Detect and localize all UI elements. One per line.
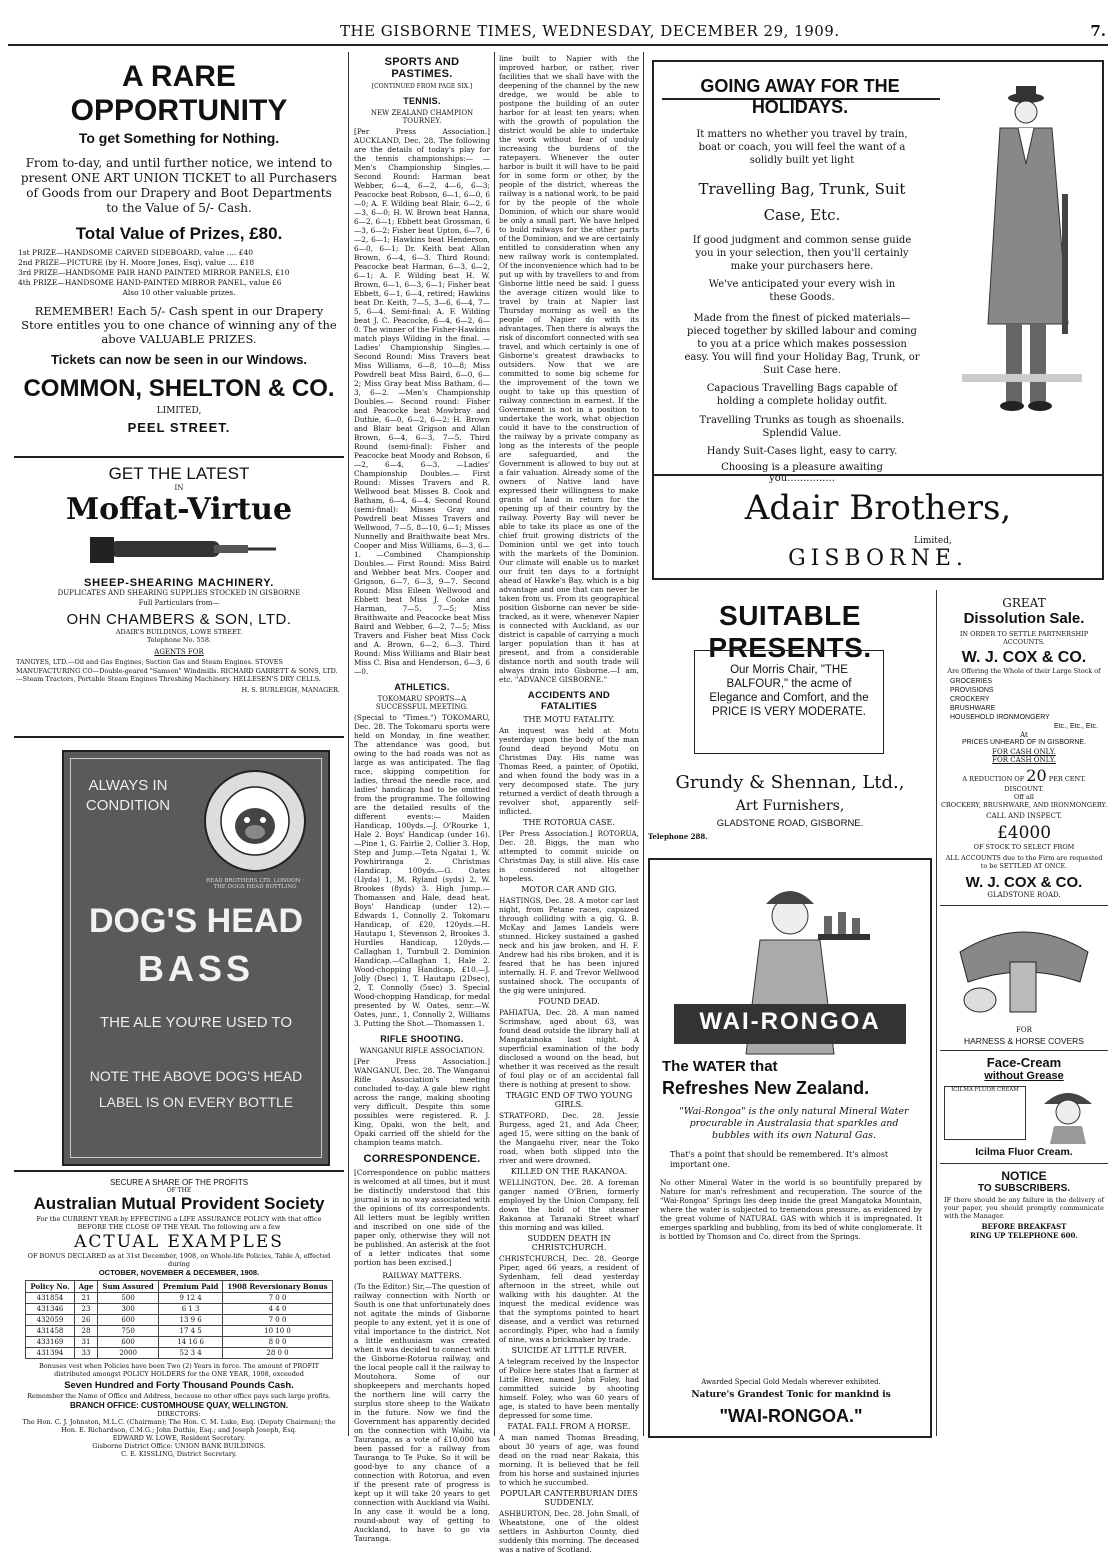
- moffat-virtue-ad: [14, 464, 344, 732]
- column-rule: [643, 52, 644, 1436]
- wai-body: No other Mineral Water in the world is so bountifully prepared by Nature for man's refreshment and recuperation. The source of the "Wai-Rongoa" Springs lies deep inside the great Mangatoka Mountain, where the water is subjected to tremendous pressure, as evidenced by the great volume of NATURAL GAS with which it is impregnated. It emerges sparkling and bubbling, from its bed of white conglomerate. It is bottled by Thomson and Co. direct from the Springs.: [660, 1178, 922, 1241]
- table-cell: 31: [74, 1337, 98, 1348]
- table-cell: 300: [98, 1304, 158, 1315]
- adair-town: GISBORNE.: [788, 546, 968, 571]
- stock-etc: Etc., Etc., Etc.: [1054, 723, 1098, 730]
- agents-list: TANGYES, LTD.—Oil and Gas Engines, Suction Gas and Steam Engines. STOVES MANUFACTURING CO—Double-geared "Samson" Windmills. RICHARD GARRETT & SONS, LTD.—Steam Tractors, Portable Steam Engines Threshing Machinery. HELLESEN'S DRY CELLS.: [16, 658, 338, 683]
- table-cell: 23: [74, 1304, 98, 1315]
- remember-text: REMEMBER! Each 5/- Cash spent in our Drapery Store entitles you to one chance of winning any of the above VALUABLE PRIZES.: [21, 304, 337, 346]
- table-header: 1908 Reversionary Bonus: [223, 1281, 332, 1293]
- morris-chair-box: [694, 650, 884, 754]
- duplicates-text: DUPLICATES AND SHEARING SUPPLIES STOCKED IN GISBORNE: [57, 589, 301, 597]
- stock-amount: £4000: [996, 823, 1052, 843]
- at-text: At: [1020, 731, 1028, 739]
- notice-body: IF there should be any failure in the delivery of your paper, you should promptly communicate with the Manager.: [944, 1196, 1104, 1220]
- table-cell: 6 1 3: [158, 1304, 223, 1315]
- offering-text: Are Offering the Whole of their Large Stock of: [947, 667, 1101, 675]
- prize-total: Total Value of Prizes, £80.: [75, 224, 283, 243]
- continued-note: [CONTINUED FROM PAGE SIX.]: [371, 83, 473, 90]
- ad-body: From to-day, and until further notice, we intend to present ONE ART UNION TICKET to all Purchasers of Goods from our Drapery and Boot Departments to the Value of 5/- Cash.: [20, 156, 338, 215]
- off-items-text: CROCKERY, BRUSHWARE, AND IRONMONGERY.: [940, 801, 1108, 809]
- table-cell: 431854: [26, 1293, 74, 1304]
- going-away-headline: GOING AWAY FOR THE HOLIDAYS.: [700, 76, 900, 117]
- discount-text: DISCOUNT.: [1004, 785, 1044, 793]
- amp-secure: SECURE A SHARE OF THE PROFITS: [109, 1178, 249, 1187]
- table-cell: 432059: [26, 1315, 74, 1326]
- grundy-shennan-ad: [648, 596, 932, 846]
- article-body: HASTINGS, Dec. 28. A motor car last night, from Petane races, capsized through colliding with a gig. G. B. McKay and James Landels were stunned. Hickey sustained a gashed neck and his jaw broken, and H. F. Andrew had his ribs broken, and it is feared that he has been injured internally. H. F. and Trevor Wellwood sustained shock. The occupants of the gig were uninjured.: [499, 896, 639, 995]
- table-cell: 13 9 6: [158, 1315, 223, 1326]
- table-header: Premium Paid: [158, 1281, 223, 1293]
- icilma-box: ICILMA FLUOR CREAM: [944, 1086, 1026, 1140]
- article-heading: FOUND DEAD.: [538, 997, 600, 1006]
- rifle-article: [Per Press Association.] WANGANUI, Dec. 28. The Wanganui Rifle Association's meeting concluded to-day. A gale blew right across the range, making shooting very difficult. Despite this some possibles were registered. R. J. King, Opaki, won the belt, and Opaki carried off the shield for the champion teams match.: [354, 1057, 490, 1147]
- dogs-head-bass-ad: [62, 750, 330, 1166]
- table-row: [26, 1293, 332, 1304]
- article-body: PAHIATUA, Dec. 28. A man named Scrimshaw, aged about 63, was found dead outside the library hall at Mangatainoka last night. A superficial examination of the body disclosed a wound on the head, but whether it was received as the result of foul play or of an accidental fall there is nothing at present to show.: [499, 1008, 639, 1089]
- divider: [14, 736, 344, 738]
- amp-remember: Remember the Name of Office and Address, because no other office pays such large profits.: [27, 1392, 331, 1400]
- article-heading: FATAL FALL FROM A HORSE.: [507, 1422, 631, 1431]
- prize-item: 4th PRIZE—HANDSOME HAND-PAINTED MIRROR PANEL, value £6: [18, 278, 282, 287]
- railway-title: RAILWAY MATTERS.: [382, 1271, 462, 1280]
- accidents-title: ACCIDENTS AND FATALITIES: [527, 690, 611, 712]
- table-cell: 26: [74, 1315, 98, 1326]
- header-rule: [8, 44, 1108, 46]
- agent-address: ADAIR'S BUILDINGS, LOWE STREET.: [115, 628, 243, 636]
- wai-footer: "WAI-RONGOA.": [719, 1406, 863, 1426]
- rifle-title: RIFLE SHOOTING.: [380, 1034, 464, 1044]
- cox-company: W. J. COX & CO.: [961, 649, 1087, 666]
- grundy-address: GLADSTONE ROAD, GISBORNE.: [716, 818, 864, 829]
- table-cell: 4 4 0: [223, 1304, 332, 1315]
- amp-directors: DIRECTORS:: [157, 1410, 201, 1418]
- table-cell: 431394: [26, 1348, 74, 1359]
- rare-opportunity-ad: [14, 52, 344, 452]
- adair-brothers-ad: [652, 60, 1104, 580]
- divider: [14, 456, 344, 458]
- ring-up: RING UP TELEPHONE 600.: [970, 1231, 1078, 1240]
- column-3: [499, 54, 640, 1554]
- wai-brand: WAI-RONGOA: [699, 1008, 881, 1035]
- going-anticipated: We've anticipated your every wish in these Goods.: [708, 279, 896, 303]
- amp-secretary: EDWARD W. LOWE, Resident Secretary.: [112, 1434, 246, 1442]
- amp-months: OCTOBER, NOVEMBER & DECEMBER, 1908.: [98, 1268, 260, 1277]
- bass-name-1: DOG'S HEAD: [89, 902, 303, 940]
- table-cell: 21: [74, 1293, 98, 1304]
- bass-note-2: LABEL IS ON EVERY BOTTLE: [98, 1094, 294, 1110]
- always-text: ALWAYS IN CONDITION: [85, 777, 171, 814]
- page-header: [0, 0, 1114, 50]
- amp-society-ad: [14, 1178, 344, 1458]
- prize-item: 1st PRIZE—HANDSOME CARVED SIDEBOARD, value .... £40: [18, 248, 254, 257]
- gentleman-traveller-illustration: [948, 74, 1096, 434]
- call-inspect: CALL AND INSPECT.: [986, 812, 1062, 820]
- article-heading: KILLED ON THE RAKANOA.: [510, 1167, 628, 1176]
- article-heading: THE MOTU FATALITY.: [523, 715, 615, 724]
- article-body: A telegram received by the Inspector of Police here states that a farmer at Little River, named John Foley, had committed suicide by shooting himself. Foley, who was 60 years of age, is stated to have been mentally depressed for some time.: [499, 1357, 639, 1420]
- tickets-text: Tickets can now be seen in our Windows.: [50, 352, 308, 367]
- saddle-illustration: [940, 912, 1108, 1022]
- amp-district-secretary: C. E. KISSLING, District Secretary.: [121, 1450, 237, 1458]
- article-body: CHRISTCHURCH, Dec. 28. George Piper, aged 66 years, a resident of Sydenham, fell dead yesterday afternoon in the street, while out walking with his daughter. At the inquest the medical evidence was that the symptoms pointed to heart disease, and a verdict was returned accordingly. Piper, who had a family of nine, was a brickmaker by trade.: [499, 1254, 639, 1344]
- get-in: IN: [174, 484, 184, 492]
- machinery-text: SHEEP-SHEARING MACHINERY.: [83, 577, 275, 589]
- prize-list: [18, 248, 340, 298]
- correspondence-note: [Correspondence on public matters is welcomed at all times, but it must be distinctly understood that this journal is in no way associated with the opinions of its correspondents. All letters must be legibly written and inscribed on one side of the paper only, otherwise they will not be published. An asterisk at the foot of a letter indicates that some portion has been excised.]: [354, 1168, 490, 1267]
- of-stock-text: OF STOCK TO SELECT FROM: [973, 843, 1075, 851]
- adair-company-name: Adair Brothers,: [744, 488, 1012, 528]
- morris-chair-text: Our Morris Chair, "THE BALFOUR," the acme of Elegance and Comfort, and the PRICE IS VERY MODERATE.: [709, 664, 869, 718]
- get-latest: GET THE LATEST: [108, 464, 250, 483]
- ad-subhead: To get Something for Nothing.: [78, 130, 280, 146]
- list-item: BRUSHWARE: [950, 705, 996, 712]
- table-row: [26, 1326, 332, 1337]
- facecream-title: Face-Cream: [986, 1055, 1062, 1070]
- amp-gisborne: Gisborne District Office: UNION BANK BUILDINGS.: [92, 1442, 266, 1450]
- article-body: WELLINGTON, Dec. 28. A foreman ganger named O'Brien, formerly employed by the Union Company, fell down the hold of the steamer Rakanoa at Taranaki Street wharf this morning and was killed.: [499, 1178, 639, 1232]
- column-1: [14, 52, 344, 1458]
- icilma-name: Icilma Fluor Cream.: [975, 1146, 1073, 1158]
- article-heading: POPULAR CANTERBURIAN DIES SUDDENLY.: [500, 1489, 638, 1507]
- without-grease: without Grease: [984, 1070, 1064, 1082]
- bass-name-2: BASS: [137, 948, 255, 989]
- table-cell: 600: [98, 1315, 158, 1326]
- company-name: COMMON, SHELTON & CO.: [23, 375, 335, 402]
- table-row: [26, 1337, 332, 1348]
- railway-letter-continued: line built to Napier with the improved harbor, or rather, river facilities that we shall have with the deepening of the channel by the new dredge, we would be able to postpone the building of an outer harbor for at least ten years; when with the growth of population the district would be able to undertake the work without fear of unduly increasing the burdens of the ratepayers. Whenever the outer harbor is built it will have to be paid for in some form or other, by the people of the district, whereas the railway is a national work, to be paid for by the people of the whole Dominion, of which our share would be only a small part. We have helped to build railways for the other parts of the Dominion, and we are certainly entitled to consideration when any new railway work is contemplated. Of the inconvenience which had to be put up with by travellers to and from Gisborne little need be said. I guess the average citizen would like to travel by train at Napier last Thursday morning as well as the people of Napier do with its advantages. Then there is always the risk of discomfort connected with sea travel, and which certainly is one of Gisborne's greatest drawbacks to outsiders. Now that we are committed to some big scheme for the improvement of the town we ought to take up this question of railway connection in earnest. If the Government is not in a position to undertake the work, what objection could it have to the construction of the railway by a private company as long as the interests of the people are safeguarded, and the Government is allowed to buy out at a fair valuation. Already some of the owners of Native land have expressed their willingness to make grants of land in return for the opening up of their country by the railway. Poverty Bay will never be able to take its place as one of the chief fruit growing districts of the Dominion until we get into touch with the markets of the Dominion. Our climate will enable us to market our fruit ten days to a fortnight ahead of Hawke's Bay, which is a big advantage and one that can never be taken from us. From its geographical position Gisborne can never be side-tracked, as it were, whenever Napier is connected with Auckland, as our district is capable of carrying a much larger population than it has at present, and from a considerable distance north and south trade will always drain into Gisborne.—I am, etc. "ADVANCE GISBORNE.": [499, 54, 640, 684]
- article-body: [Per Press Association.] ROTORUA, Dec. 28. Biggs, the man who attempted to commit suicide on Christmas Day, is still alive. His case is considered not altogether hopeless.: [499, 829, 639, 883]
- table-cell: 52 3 4: [158, 1348, 223, 1359]
- cash-only-1: FOR CASH ONLY.: [992, 748, 1056, 756]
- table-cell: 600: [98, 1337, 158, 1348]
- table-header: Sum Assured: [98, 1281, 158, 1293]
- icilma-area: [940, 1082, 1108, 1146]
- amp-bonus-text: OF BONUS DECLARED as at 31st December, 1908, on Whole-life Policies, Table A, effected during: [27, 1252, 331, 1268]
- ad-headline: A RARE OPPORTUNITY: [70, 60, 288, 127]
- order-text: IN ORDER TO SETTLE PARTNERSHIP ACCOUNTS.: [959, 630, 1089, 646]
- shears-handpiece-image: [14, 527, 344, 573]
- table-cell: 17 4 5: [158, 1326, 223, 1337]
- wai-water: The WATER that: [662, 1058, 778, 1075]
- table-cell: 28 0 0: [223, 1348, 332, 1359]
- tennis-subtitle: NEW ZEALAND CHAMPION TOURNEY.: [370, 109, 474, 125]
- tennis-title: TENNIS.: [403, 96, 441, 106]
- grundy-phone: Telephone 288.: [648, 832, 708, 841]
- for-text: FOR: [1016, 1026, 1032, 1034]
- article-heading: SUDDEN DEATH IN CHRISTCHURCH.: [527, 1234, 611, 1252]
- harness-text: HARNESS & HORSE COVERS: [964, 1036, 1084, 1046]
- grundy-trade: Art Furnishers,: [735, 798, 845, 814]
- article-heading: THE ROTORUA CASE.: [523, 818, 615, 827]
- column-rule: [494, 52, 495, 1436]
- table-cell: 750: [98, 1326, 158, 1337]
- column-5: [940, 596, 1108, 1438]
- article-body: A man named Thomas Breading, about 30 years of age, was found dead on the road near Rakaia, this morning. It is believed that he fell from his horse and sustained injuries to which he succumbed.: [499, 1433, 639, 1487]
- table-cell: 8 0 0: [223, 1337, 332, 1348]
- table-cell: 431458: [26, 1326, 74, 1337]
- reduction-line: [940, 766, 1108, 785]
- cox-company-2: W. J. COX & CO.: [965, 874, 1083, 891]
- reduction-post: PER CENT.: [1048, 775, 1086, 783]
- column-rule: [348, 52, 349, 1436]
- subscribers-title: TO SUBSCRIBERS.: [977, 1183, 1071, 1194]
- table-cell: 33: [74, 1348, 98, 1359]
- reduction-number: 20: [1026, 766, 1047, 785]
- dissolution-title: Dissolution Sale.: [963, 610, 1085, 627]
- going-capacious: Capacious Travelling Bags capable of holding a complete holiday outfit.: [706, 383, 898, 407]
- athletics-article: (Special to "Times.") TOKOMARU, Dec. 28. The Tokomaru sports were held on Monday, in fine weather. The attendance was good, but owing to the bad roads was not as large as was anticipated. The flag race, skipping competition for ladies, thread the needle race, and ladies' handicap had to be omitted from the programme. The following are the detailed results of the different events:— Maiden Handicap, 100yds.—J. O'Rourke 1, Hale 2. Boys' Handicap (under 16).—Pine 1, G. Fairlie 2, Collier 3. Hop, Step and Jump.—Teta Ngatai 1, W. Powhiriranga 2. Christmas Handicap, 100yds.—G. Oates (Llyda) 1, M. Ryland (syds) 2, W. Brookes (8yds) 3. High Jump.—Thomassen and Hale, dead heat. Boys' Handicap (under 12).—Edwards 1, Connolly 2. Tokomaru Handicap, of £20, 120yds.—H. Hautapu 1, Stevenson 2, Brookes 3. Hurdles Handicap, 120yds.—Callaghan 1, Turnbull 2. Dominion Handicap.—Callaghan 1, Hale 2. Wood-chopping Handicap, £10.—J. Jolly (Dsec) 1, T. Hautapu (2Dsec), 2, T. Connolly (5sec) 3. Special Wood-chopping Handicap, for medal presented by W. Oates, senr.—W. Oates, junr., 1, Connolly 2, Williams 3. Putting the Shot.—Thomassen 1.: [354, 713, 490, 1028]
- correspondence-title: CORRESPONDENCE.: [363, 1153, 481, 1165]
- amp-of-the: OF THE: [166, 1187, 192, 1194]
- section-title: SPORTS AND PASTIMES.: [384, 56, 460, 80]
- list-item: HOUSEHOLD IRONMONGERY: [950, 714, 1050, 721]
- athletics-title: ATHLETICS.: [394, 682, 450, 692]
- going-intro: It matters no whether you travel by train, boat or coach, you will feel the want of a solidly built yet light: [696, 129, 908, 166]
- bass-note-1: NOTE THE ABOVE DOG'S HEAD: [89, 1068, 303, 1084]
- table-row: [26, 1304, 332, 1315]
- going-items: Travelling Bag, Trunk, Suit Case, Etc.: [698, 180, 906, 224]
- wai-point: That's a point that should be remembered. It's almost important one.: [670, 1150, 889, 1169]
- going-choosing: Choosing is a pleasure awaiting you...............: [721, 462, 883, 484]
- wai-refreshes: Refreshes New Zealand.: [662, 1078, 870, 1098]
- brand-name: Moffat-Virtue: [65, 492, 293, 527]
- divider: [14, 1170, 344, 1172]
- logo-ring-text: READ BROTHERS LTD. LONDON · THE DOGS HEAD BOTTLING: [206, 878, 304, 890]
- going-common: If good judgment and common sense guide you in your selection, then you'll certainly make your purchasers here.: [692, 235, 912, 272]
- table-cell: 2000: [98, 1348, 158, 1359]
- table-cell: 28: [74, 1326, 98, 1337]
- table-header: Age: [74, 1281, 98, 1293]
- article-heading: MOTOR CAR AND GIG.: [521, 885, 617, 894]
- list-item: GROCERIES: [950, 678, 993, 685]
- table-cell: 433169: [26, 1337, 74, 1348]
- wai-awards: Awarded Special Gold Medals wherever exhibited.: [701, 1378, 881, 1386]
- reduction-pre: A REDUCTION OF: [962, 775, 1025, 783]
- amp-for-text: For the CURRENT YEAR by EFFECTING a LIFE ASSURANCE POLICY with that office BEFORE THE CLOSE OF THE YEAR. The following are a few: [36, 1215, 322, 1231]
- table-row: [26, 1315, 332, 1326]
- cash-only-2: FOR CASH ONLY.: [992, 756, 1056, 764]
- list-item: PROVISIONS: [950, 687, 994, 694]
- column-2: [354, 54, 490, 1543]
- great-text: GREAT: [1002, 596, 1046, 610]
- wai-tagline: "Wai-Rongoa" is the only natural Mineral Water procurable in Australasia that sparkles and bubbles with its own Natural Gas.: [679, 1106, 909, 1141]
- wai-rongoa-ad: [648, 858, 932, 1438]
- table-row: [26, 1348, 332, 1359]
- going-trunks: Travelling Trunks as tough as shoenails. Splendid Value.: [699, 415, 905, 439]
- rifle-subtitle: WANGANUI RIFLE ASSOCIATION.: [359, 1047, 485, 1055]
- prices-text: PRICES UNHEARD OF IN GISBORNE.: [961, 739, 1087, 746]
- bass-tagline: THE ALE YOU'RE USED TO: [99, 1014, 293, 1031]
- company-street: PEEL STREET.: [127, 420, 231, 435]
- adair-limited: Limited,: [914, 536, 952, 546]
- agent-phone: Telephone No. 558.: [146, 636, 212, 644]
- railway-letter: (To the Editor.) Sir,—The question of railway connection with North or South is one that unfortunately does not agitate the minds of Gisborne people to any extent, yet it is one of vital importance to the district. Not a little enthusiasm was created when it was decided to connect with the Gisborne-Rotorua railway, and the local people call it the railway to Moutohora. Some of our shopkeepers and merchants hoped the northern line will carry the surplus store sheep to the Waikato in the future. Now we find the Government has apparently decided on the connection with Waihi, via Tauranga, as a vote of £10,000 has been passed for a railway from Tauranga to Te Puke. So it will be good-bye to any chance of a connection with Rotorua, and even if the present rate of progress is kept up it will take 20 years to get connection with Auckland via Waihi. In any case it would be a long, round-about way of getting to Auckland, to have to go via Tauranga.: [354, 1282, 490, 1543]
- table-header: Policy No.: [26, 1281, 74, 1293]
- article-body: STRATFORD, Dec. 28. Jessie Burgess, aged 21, and Ada Cheer, aged 15, were sitting on the bank of the Mangaehu river, near the Toko road, when both slipped into the river and were drowned.: [499, 1111, 639, 1165]
- table-cell: 500: [98, 1293, 158, 1304]
- table-cell: 9 12 4: [158, 1293, 223, 1304]
- amp-seven: Seven Hundred and Forty Thousand Pounds Cash.: [64, 1380, 294, 1391]
- prize-item: 2nd PRIZE—PICTURE (by H. Moore Jones, Esq), value .... £18: [18, 258, 255, 267]
- off-all-text: Off all: [1013, 793, 1035, 801]
- table-cell: 7 0 0: [223, 1293, 332, 1304]
- company-limited: LIMITED,: [156, 406, 202, 416]
- article-heading: TRAGIC END OF TWO YOUNG GIRLS.: [505, 1091, 633, 1109]
- amp-directors-list: The Hon. C. J. Johnston, M.L.C. (Chairman); The Hon. C. M. Luke, Esq. (Deputy Chairman); the Hon. E. Richardson, C.M.G.; John Duthie, Esq.; and Joseph Joseph, Esq.: [22, 1418, 336, 1434]
- lady-portrait-illustration: [1036, 1082, 1100, 1144]
- before-breakfast: BEFORE BREAKFAST: [981, 1222, 1067, 1231]
- table-cell: 7 0 0: [223, 1315, 332, 1326]
- manager-line: H. S. BURLEIGH, MANAGER.: [241, 685, 340, 694]
- presents-headline: SUITABLE PRESENTS.: [708, 600, 872, 663]
- amp-name: Australian Mutual Provident Society: [33, 1194, 325, 1213]
- table-cell: 14 16 6: [158, 1337, 223, 1348]
- table-cell: 431346: [26, 1304, 74, 1315]
- dogs-head-logo-icon: [200, 766, 310, 876]
- masthead-line: THE GISBORNE TIMES, WEDNESDAY, DECEMBER 29, 1909.: [340, 22, 840, 40]
- bonus-table: [25, 1280, 332, 1359]
- agents-for: AGENTS FOR: [154, 648, 204, 656]
- table-cell: 10 10 0: [223, 1326, 332, 1337]
- prize-note: Also 10 other valuable prizes.: [122, 288, 236, 297]
- list-item: CROCKERY: [950, 696, 990, 703]
- article-body: An inquest was held at Motu yesterday upon the body of the man found dead beyond Motu on Christmas Day. His name was Thomas Reed, a painter, of Opotiki, and when found the body was in a very decomposed state. The jury returned a verdict of death through a revolver shot, apparently self-inflicted.: [499, 726, 639, 816]
- particulars-text: Full Particulars from—: [138, 599, 220, 607]
- amp-actual-examples: ACTUAL EXAMPLES: [74, 1232, 284, 1252]
- article-heading: SUICIDE AT LITTLE RIVER.: [511, 1346, 627, 1355]
- athletics-subtitle: TOKOMARU SPORTS—A SUCCESSFUL MEETING.: [375, 695, 469, 711]
- accounts-text: ALL ACCOUNTS due to the Firm are requested to be SETTLED AT ONCE.: [945, 854, 1103, 870]
- amp-bonuses: Bonuses vest when Policies have been Two (2) Years in force. The amount of PROFIT distributed amongst POLICY HOLDERS for the ONE YEAR, 1908, exceeded: [38, 1362, 320, 1378]
- tennis-article: [Per Press Association.] AUCKLAND, Dec. 28. The following are the details of today's play for the tennis championships:— —Men's Championship Singles.— Second Round: Harman beat Webber, 6—4, 6—2, 4—6, 6—3; Peacocke beat Robson, 6—1, 6—0, 6—0; A. F. Wilding beat Blair, 6—2, 6—3, 6—0; H. W. Brown beat Hanna, 6—2, 6—1; Ebbett beat Grossman, 6—3, 6—2; Fisher beat Upton, 6—7, 6—2, 6—1; Hawkins beat Henderson, 6—0, 6—1; Dr. Keith beat Allan Brown, 6—4, 6—3. Third Round: Peacocke beat Harman, 6—3, 6—2, 6—1; A. F. Wilding beat H. W. Brown, 6—1, 6—3, 6—1; Fisher beat Ebbett, 6—1, 6—4, retired; Hawkins beat Dr. Keith, 7—5, 3—6, 6—4, 7—5, 6—4. Semi-final: A. F. Wilding beat J. C. Peacocke, 6—4, 6—2, 6—0. The winner of the Fisher-Hawkins match plays Wilding in the final. —Ladies' Championship Singles.— Second Round: Miss Travers beat Miss Williams, 6—8, 10—8; Miss Powdrell beat Miss Baird, 6—0, 6—2; Miss Gray beat Miss Batham, 6—3, 6—2. —Men's Championship Doubles.— Second round: Fisher and Peacocke beat Mowbray and Duthie, 6—0, 6—2, 6—2; H. Brown and Blair beat Grigson and Allan Brown, 6—4, 6—3, 7—5. Third Round (semi-final): Fisher and Peacocke beat Moody and Robson, 6—2, 6—4, 6—3. —Ladies' Championship Doubles.— First Round: Misses Travers and R. Wellwood beat Misses B. Cook and Batham, 6—4, 6—4. Second Round (semi-final): Misses Gray and Powdrell beat Misses Travers and Wellwood, 7—5, 8—10, 6—1; Misses Nunnelly and Braithwaite beat Mrs. Cooper and Miss Williams, 6—3, 6—1. —Combined Championship Doubles.— First Round: Miss Baird and Webber beat Mrs. Cooper and Grigson, 6—7, 6—3, 9—7. Second Round: Miss Eileen Wellwood and Ebbett beat Miss J. Cooke and Harman, 7—5, 7—5; Miss Braithwaite and Peacocke beat Miss Baird and Webber, 6—2, 7—5; Miss Travers and Fisher beat Miss Cock and A. Brown, 6—2, 6—3. Third Round: Miss Williams and Blair beat Miss C. Bisa and Henderson, 6—3, 6—0.: [354, 127, 490, 676]
- stock-list: [950, 677, 1108, 731]
- notice-title: NOTICE: [1001, 1169, 1047, 1183]
- going-made: Made from the finest of picked materials—pieced together by skilled labour and coming to you at a price which makes possession easy. You will find your Holiday Bag, Trunk, or Suit Case here.: [684, 313, 920, 376]
- gladstone-road: GLADSTONE ROAD.: [987, 891, 1061, 899]
- article-body: ASHBURTON, Dec. 28. John Small, of Wheatstone, one of the oldest settlers in Ashburton County, died suddenly this morning. The deceased was a native of Scotland.: [499, 1509, 639, 1554]
- column-rule: [936, 590, 937, 1436]
- wai-tonic: Nature's Grandest Tonic for mankind is: [691, 1390, 891, 1400]
- going-handy: Handy Suit-Cases light, easy to carry.: [706, 446, 898, 457]
- grundy-company: Grundy & Shennan, Ltd.,: [675, 772, 905, 793]
- amp-branch: BRANCH OFFICE: CUSTOMHOUSE QUAY, WELLINGTON.: [69, 1401, 289, 1410]
- prize-item: 3rd PRIZE—HANDSOME PAIR HAND PAINTED MIRROR PANELS, £10: [18, 268, 290, 277]
- page-number: 7.: [1090, 22, 1106, 40]
- agent-name: OHN CHAMBERS & SON, LTD.: [66, 611, 292, 628]
